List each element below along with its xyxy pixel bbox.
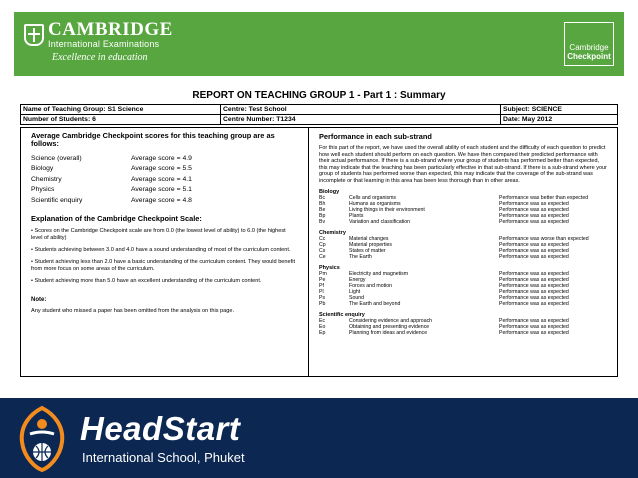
strand-topic: Forces and motion — [349, 283, 392, 289]
strand-result: Performance was as expected — [499, 207, 569, 213]
strand-result: Performance was as expected — [499, 219, 569, 225]
performance-intro: For this part of the report, we have used the overall ability of each student and the difficulty of each question to predict how well each student should perform on each question. We have then compared their predicted performance with their actual performance. If there is a sub-strand where your group of students has performed better than expected, this may indicate that the teaching has been particularly effective in that sub-strand. If there is a sub-strand where your group of students has performed worse than expected, this may indicate that the coverage of the sub-strand was incomplete or that learning in this area has been less thorough than in other areas. — [319, 145, 607, 184]
checkpoint-line1: Cambridge — [569, 43, 609, 52]
score-value: Average score = 4.1 — [131, 175, 192, 183]
score-value: Average score = 5.5 — [131, 165, 192, 173]
strand-topic: The Earth — [349, 254, 372, 260]
subject-cell: Subject: SCIENCE — [501, 105, 618, 115]
strand-topic: Sound — [349, 295, 365, 301]
strand-topic: Variation and classification — [349, 219, 411, 225]
strand-row — [319, 330, 607, 336]
score-subject: Chemistry — [31, 175, 62, 183]
strand-topic: Material changes — [349, 236, 389, 242]
score-row — [31, 174, 298, 185]
strand-container — [319, 189, 607, 336]
strand-topic: Humans as organisms — [349, 201, 401, 207]
cambridge-subtitle: International Examinations — [48, 39, 160, 49]
strand-result: Performance was as expected — [499, 289, 569, 295]
report-panels — [20, 127, 618, 377]
strand-result: Performance was as expected — [499, 283, 569, 289]
strand-row — [319, 254, 607, 260]
report-document — [14, 82, 624, 382]
strand-group-name: Biology — [319, 189, 340, 195]
strand-result: Performance was as expected — [499, 277, 569, 283]
strand-code: Cc — [319, 236, 326, 242]
strand-code: Ps — [319, 295, 326, 301]
strand-code: Bh — [319, 201, 326, 207]
score-subject: Scientific enquiry — [31, 196, 83, 204]
strand-group-name: Scientific enquiry — [319, 312, 365, 318]
centre-number-cell: Centre Number: T1234 — [221, 115, 501, 125]
cambridge-crest-icon — [24, 24, 44, 46]
explanation-paragraph: • Student achieving less than 2.0 have a basic understanding of the curriculum content. They would benefit from more focus on some areas of the curriculum. — [31, 258, 295, 272]
centre-cell: Centre: Test School — [221, 105, 501, 115]
strand-code: Ce — [319, 254, 326, 260]
scores-panel — [21, 128, 309, 376]
explanation-paragraph: • Students achieving between 3.0 and 4.0 have a sound understanding of most of the curriculum content. — [31, 246, 291, 253]
strand-group-name: Physics — [319, 265, 340, 271]
scores-heading: Average Cambridge Checkpoint scores for this teaching group are as follows: — [31, 131, 275, 148]
score-list — [31, 153, 298, 206]
strand-code: Cs — [319, 248, 326, 254]
checkpoint-line2: Checkpoint — [567, 52, 611, 61]
score-value: Average score = 4.8 — [131, 196, 192, 204]
strand-code: Pb — [319, 301, 326, 307]
note-heading: Note: — [31, 296, 47, 303]
strand-result: Performance was as expected — [499, 271, 569, 277]
date-cell: Date: May 2012 — [501, 115, 618, 125]
strand-code: Eo — [319, 324, 326, 330]
strand-result: Performance was as expected — [499, 254, 569, 260]
performance-heading: Performance in each sub-strand — [319, 132, 432, 141]
strand-group-name: Chemistry — [319, 230, 346, 236]
score-row — [31, 153, 298, 164]
score-row — [31, 164, 298, 175]
score-row — [31, 195, 298, 206]
strand-result: Performance was as expected — [499, 301, 569, 307]
strand-group — [319, 230, 607, 260]
strand-topic: Light — [349, 289, 361, 295]
strand-code: Pf — [319, 283, 324, 289]
strand-code: Be — [319, 207, 326, 213]
headstart-banner — [0, 398, 638, 478]
explanation-paragraph: • Scores on the Cambridge Checkpoint scale are from 0.0 (the lowest level of ability) to 6.0 (the highest level of ability) — [31, 227, 286, 241]
score-value: Average score = 4.9 — [131, 154, 192, 162]
strand-topic: Cells and organisms — [349, 195, 396, 201]
strand-topic: The Earth and beyond — [349, 301, 401, 307]
strand-result: Performance was as expected — [499, 318, 569, 324]
strand-result: Performance was worse than expected — [499, 236, 589, 242]
score-subject: Science (overall) — [31, 154, 82, 162]
cambridge-tagline: Excellence in education — [52, 52, 148, 63]
strand-code: Bv — [319, 219, 326, 225]
students-cell: Number of Students: 6 — [21, 115, 221, 125]
score-subject: Biology — [31, 165, 54, 173]
strand-code: Bc — [319, 195, 326, 201]
headstart-title: HeadStart — [80, 410, 241, 447]
strand-topic: Material properties — [349, 242, 392, 248]
strand-topic: Considering evidence and approach — [349, 318, 433, 324]
strand-code: Pl — [319, 289, 324, 295]
score-value: Average score = 5.1 — [131, 186, 192, 194]
checkpoint-logo — [564, 22, 614, 66]
strand-topic: Obtaining and presenting evidence — [349, 324, 430, 330]
strand-code: Pm — [319, 271, 327, 277]
strand-code: Pe — [319, 277, 326, 283]
strand-topic: Living things in their environment — [349, 207, 425, 213]
strand-group — [319, 265, 607, 307]
strand-result: Performance was as expected — [499, 213, 569, 219]
explanation-heading: Explanation of the Cambridge Checkpoint Scale: — [31, 213, 202, 223]
strand-code: Ep — [319, 330, 326, 336]
score-subject: Physics — [31, 186, 55, 194]
strand-code: Bp — [319, 213, 326, 219]
strand-topic: States of matter — [349, 248, 386, 254]
strand-code: Cp — [319, 242, 326, 248]
strand-result: Performance was as expected — [499, 248, 569, 254]
headstart-emblem-icon — [12, 404, 72, 474]
strand-group — [319, 189, 607, 225]
score-row — [31, 185, 298, 196]
strand-group — [319, 312, 607, 336]
strand-topic: Planning from ideas and evidence — [349, 330, 428, 336]
strand-code: Ec — [319, 318, 326, 324]
explanation-paragraph: • Student achieving more than 5.0 have an excellent understanding of the curriculum content. — [31, 277, 262, 284]
report-title: REPORT ON TEACHING GROUP 1 - Part 1 : Summary — [192, 90, 446, 101]
note-text: Any student who missed a paper has been omitted from the analysis on this page. — [31, 307, 235, 314]
strand-result: Performance was better than expected — [499, 195, 589, 201]
strand-row — [319, 301, 607, 307]
report-info-table — [20, 104, 618, 125]
cambridge-logo — [24, 20, 173, 49]
performance-panel — [309, 128, 617, 376]
strand-row — [319, 219, 607, 225]
headstart-subtitle: International School, Phuket — [82, 450, 245, 465]
strand-topic: Plants — [349, 213, 364, 219]
strand-result: Performance was as expected — [499, 324, 569, 330]
cambridge-name: CAMBRIDGE — [48, 19, 173, 40]
cambridge-banner — [14, 12, 624, 76]
strand-topic: Electricity and magnetism — [349, 271, 409, 277]
strand-result: Performance was as expected — [499, 295, 569, 301]
strand-result: Performance was as expected — [499, 330, 569, 336]
group-name-cell: Name of Teaching Group: S1 Science — [21, 105, 221, 115]
strand-result: Performance was as expected — [499, 242, 569, 248]
strand-result: Performance was as expected — [499, 201, 569, 207]
strand-topic: Energy — [349, 277, 366, 283]
